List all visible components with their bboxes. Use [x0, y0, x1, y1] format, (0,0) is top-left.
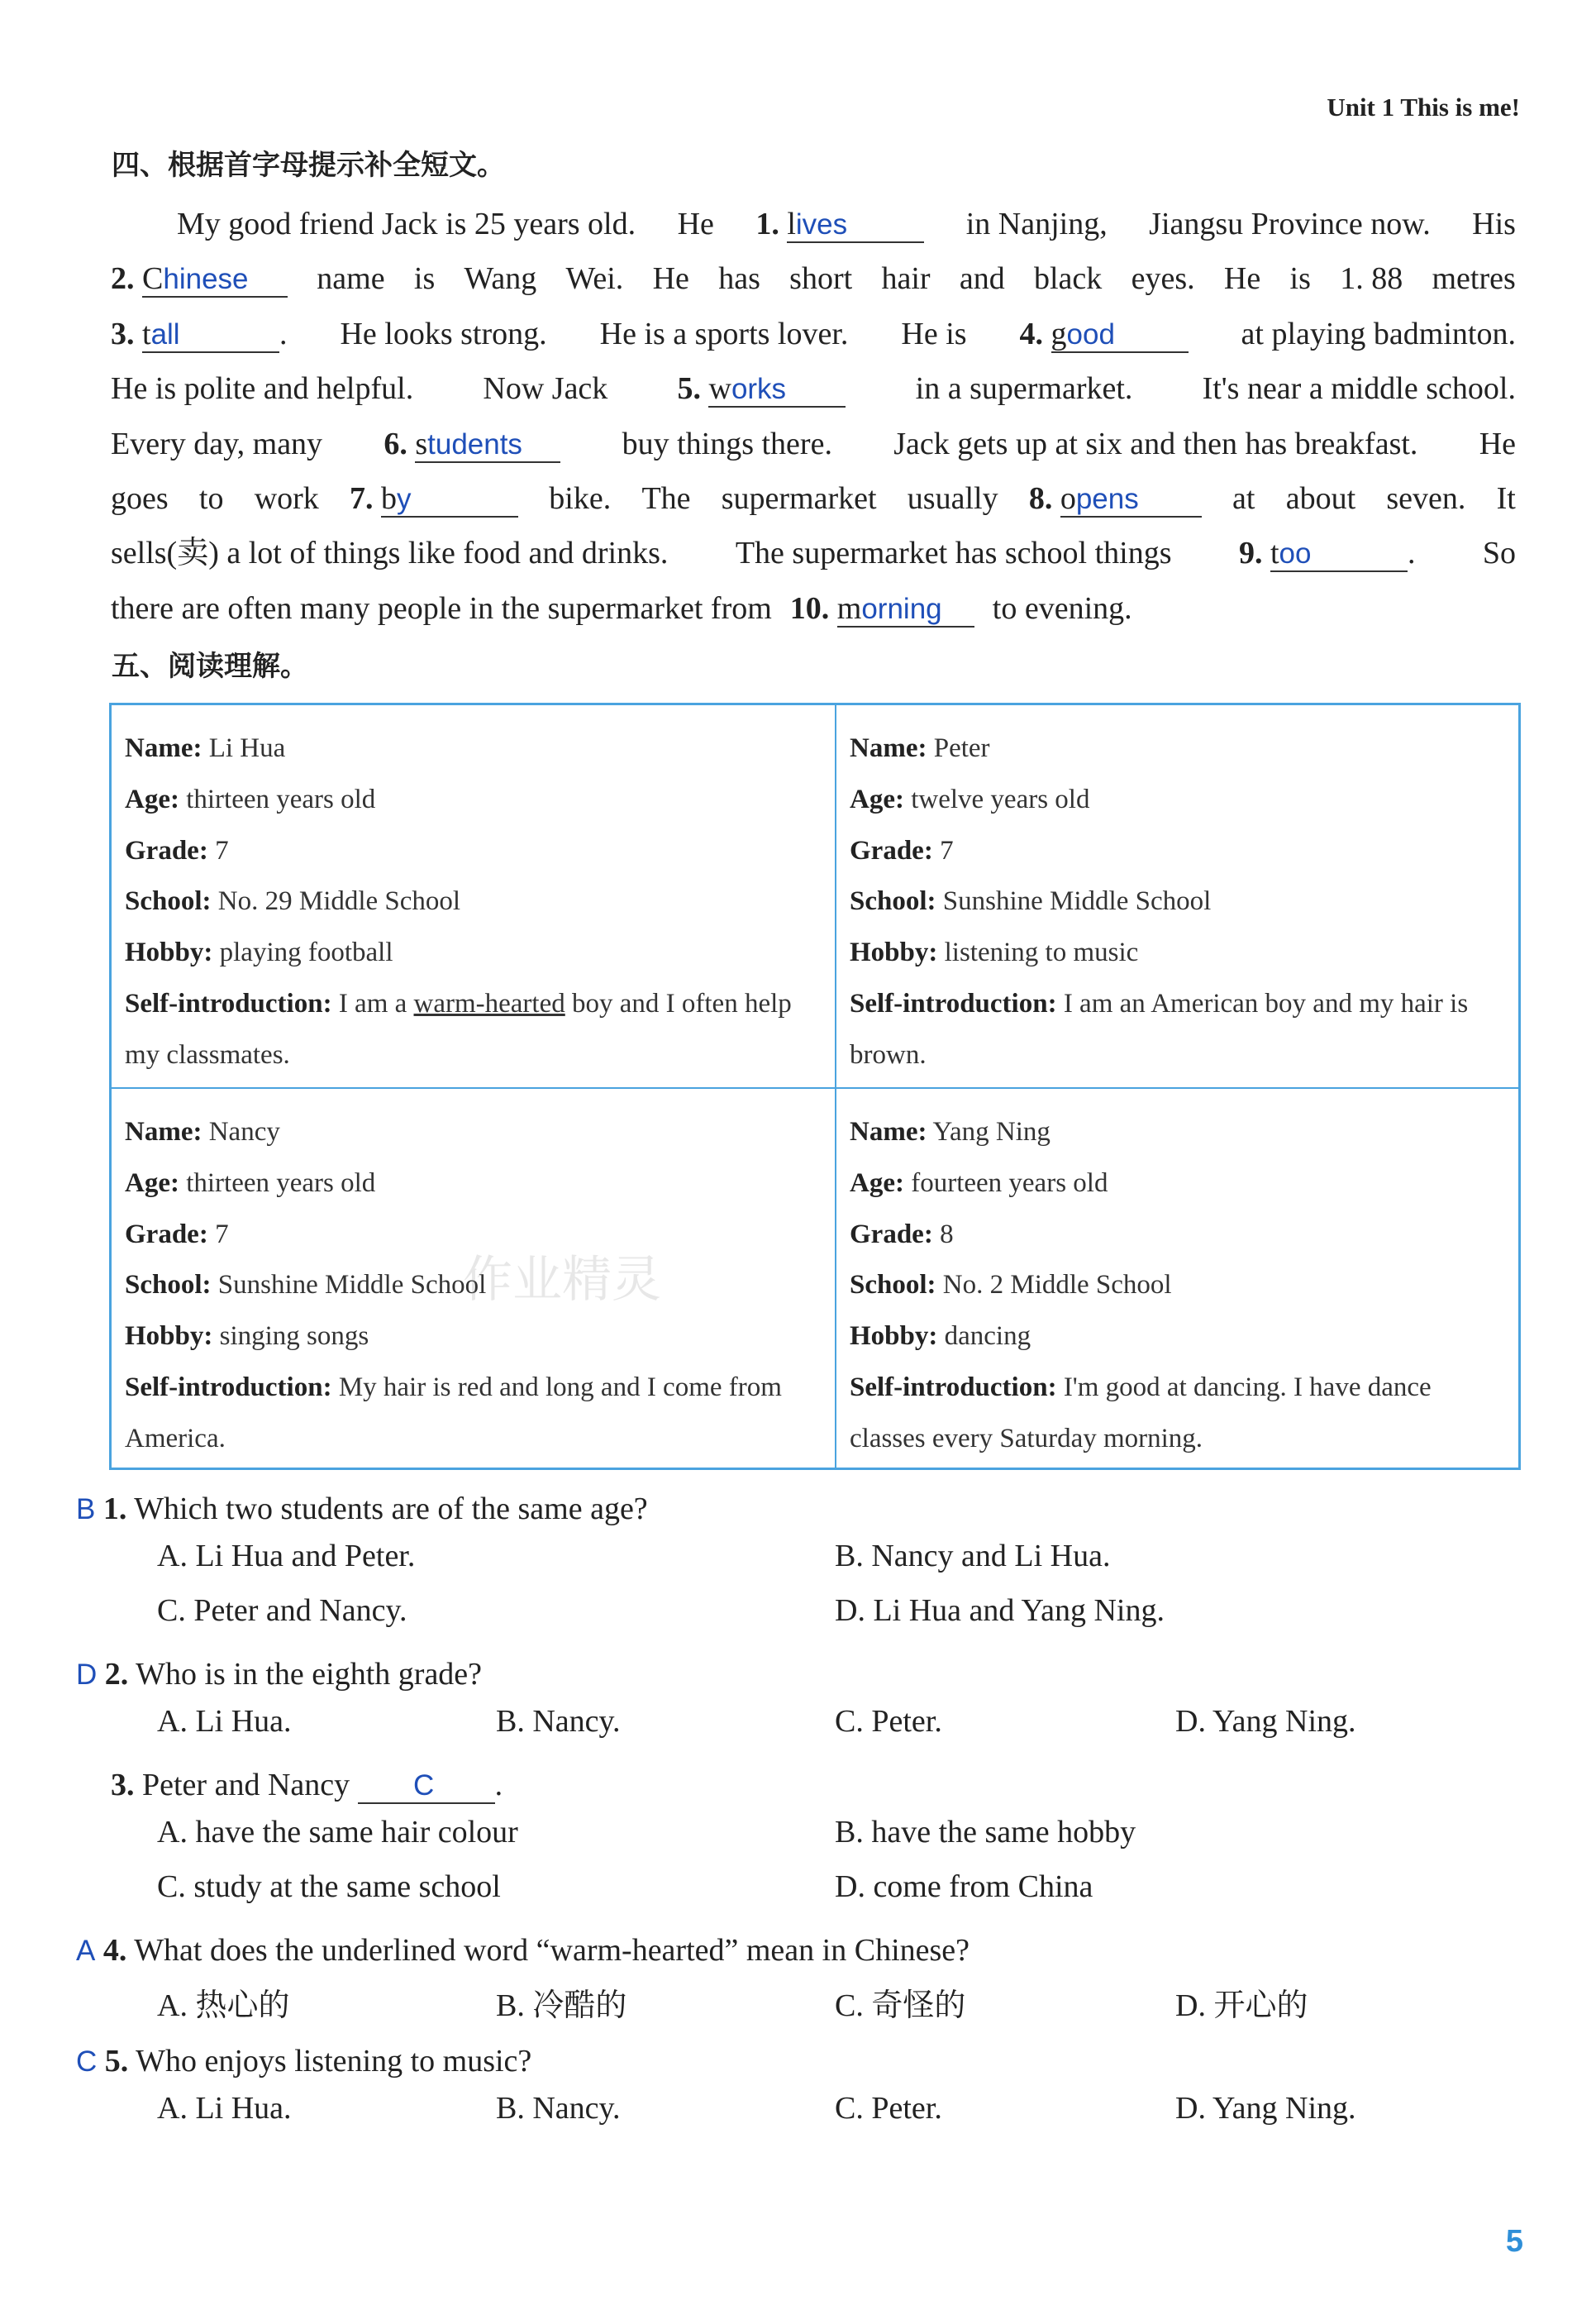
passage-line: 3. tall . He looks strong. He is a sports lover. He is 4. good at playing badminton.: [111, 316, 1516, 351]
blank-6[interactable]: students: [415, 427, 560, 463]
blank-2[interactable]: Chinese: [142, 262, 288, 298]
passage-line: He is polite and helpful. Now Jack 5. works in a supermarket. It's near a middle school.: [111, 371, 1516, 407]
blank-1[interactable]: lives: [787, 208, 924, 243]
unit-header: Unit 1 This is me!: [1327, 93, 1520, 122]
answer-blank[interactable]: C: [358, 1768, 495, 1804]
blank-7[interactable]: by: [381, 482, 518, 518]
option[interactable]: C. Peter.: [835, 2091, 942, 2126]
option[interactable]: D. Li Hua and Yang Ning.: [835, 1593, 1165, 1628]
section-5-title: 五、阅读理解。: [112, 650, 308, 683]
blank-10[interactable]: morning: [837, 592, 974, 628]
question-2: D 2. Who is in the eighth grade?: [76, 1657, 483, 1692]
blank-8[interactable]: opens: [1060, 482, 1202, 518]
passage-line: My good friend Jack is 25 years old. He 1. lives in Nanjing, Jiangsu Province now. His: [177, 207, 1516, 241]
answer-mark: B: [76, 1493, 96, 1525]
blank-3[interactable]: tall: [142, 317, 279, 353]
section-4-title: 四、根据首字母提示补全短文。: [112, 149, 505, 182]
option[interactable]: D. come from China: [835, 1869, 1093, 1904]
passage-line: sells(卖) a lot of things like food and drinks. The supermarket has school things 9. too . So: [111, 536, 1516, 571]
passage-line: 2. Chinese name is Wang Wei. He has short hair and black eyes. He is 1. 88 metres: [111, 261, 1516, 297]
option[interactable]: A. Li Hua.: [157, 1704, 292, 1739]
profile-card-li-hua: Name: Li Hua Age: thirteen years old Grade: 7 School: No. 29 Middle School Hobby: playing football Self-introduction: I am a warm-hearted boy and I often help my classmates.: [112, 705, 836, 1089]
cloze-passage: [111, 197, 1516, 636]
option[interactable]: D. Yang Ning.: [1175, 1704, 1356, 1739]
page-number: 5: [1505, 2224, 1523, 2259]
blank-5[interactable]: works: [708, 372, 846, 408]
option[interactable]: B. Nancy and Li Hua.: [835, 1539, 1111, 1573]
profile-card-nancy: Name: Nancy Age: thirteen years old Grade: 7 School: Sunshine Middle School Hobby: singing songs Self-introduction: My hair is red and long and I come from America.: [112, 1089, 836, 1468]
option[interactable]: B. 冷酷的: [496, 1988, 627, 2023]
question-4: A 4. What does the underlined word “warm-hearted” mean in Chinese?: [76, 1933, 970, 1968]
question-1: B 1. Which two students are of the same age?: [76, 1491, 648, 1526]
option[interactable]: B. have the same hobby: [835, 1815, 1136, 1849]
option[interactable]: A. have the same hair colour: [157, 1815, 518, 1849]
option[interactable]: D. Yang Ning.: [1175, 2091, 1356, 2126]
passage-line: there are often many people in the supermarket from 10. morning to evening.: [111, 590, 1132, 626]
option[interactable]: C. 奇怪的: [835, 1988, 966, 2023]
option[interactable]: A. Li Hua.: [157, 2091, 292, 2126]
option[interactable]: C. Peter and Nancy.: [157, 1593, 407, 1628]
blank-4[interactable]: good: [1051, 317, 1189, 353]
answer-mark: C: [76, 2045, 98, 2078]
option[interactable]: A. 热心的: [157, 1988, 290, 2023]
question-5: C 5. Who enjoys listening to music?: [76, 2044, 532, 2079]
option[interactable]: C. Peter.: [835, 1704, 942, 1739]
option[interactable]: A. Li Hua and Peter.: [157, 1539, 416, 1573]
option[interactable]: B. Nancy.: [496, 2091, 621, 2126]
profile-card-peter: Name: Peter Age: twelve years old Grade: 7 School: Sunshine Middle School Hobby: listening to music Self-introduction: I am an American boy and my hair is brown.: [836, 705, 1518, 1089]
passage-line: Every day, many 6. students buy things there. Jack gets up at six and then has breakfast. He: [111, 426, 1516, 461]
option[interactable]: D. 开心的: [1175, 1988, 1308, 2023]
answer-mark: D: [76, 1659, 98, 1691]
option[interactable]: C. study at the same school: [157, 1869, 501, 1904]
blank-9[interactable]: too: [1270, 537, 1408, 572]
answer-mark: A: [76, 1935, 96, 1967]
option[interactable]: B. Nancy.: [496, 1704, 621, 1739]
profile-card-yang-ning: Name: Yang Ning Age: fourteen years old Grade: 8 School: No. 2 Middle School Hobby: dancing Self-introduction: I'm good at dancing. I have dance classes every Saturday morning.: [850, 1117, 1432, 1453]
passage-line: goes to work 7. by bike. The supermarket usually 8. opens at about seven. It: [111, 480, 1516, 516]
profile-table: [109, 703, 1521, 1470]
underlined-word: warm-hearted: [413, 988, 565, 1019]
question-3: 3. Peter and Nancy C .: [111, 1768, 503, 1802]
watermark: 作业精灵: [463, 1251, 661, 1309]
